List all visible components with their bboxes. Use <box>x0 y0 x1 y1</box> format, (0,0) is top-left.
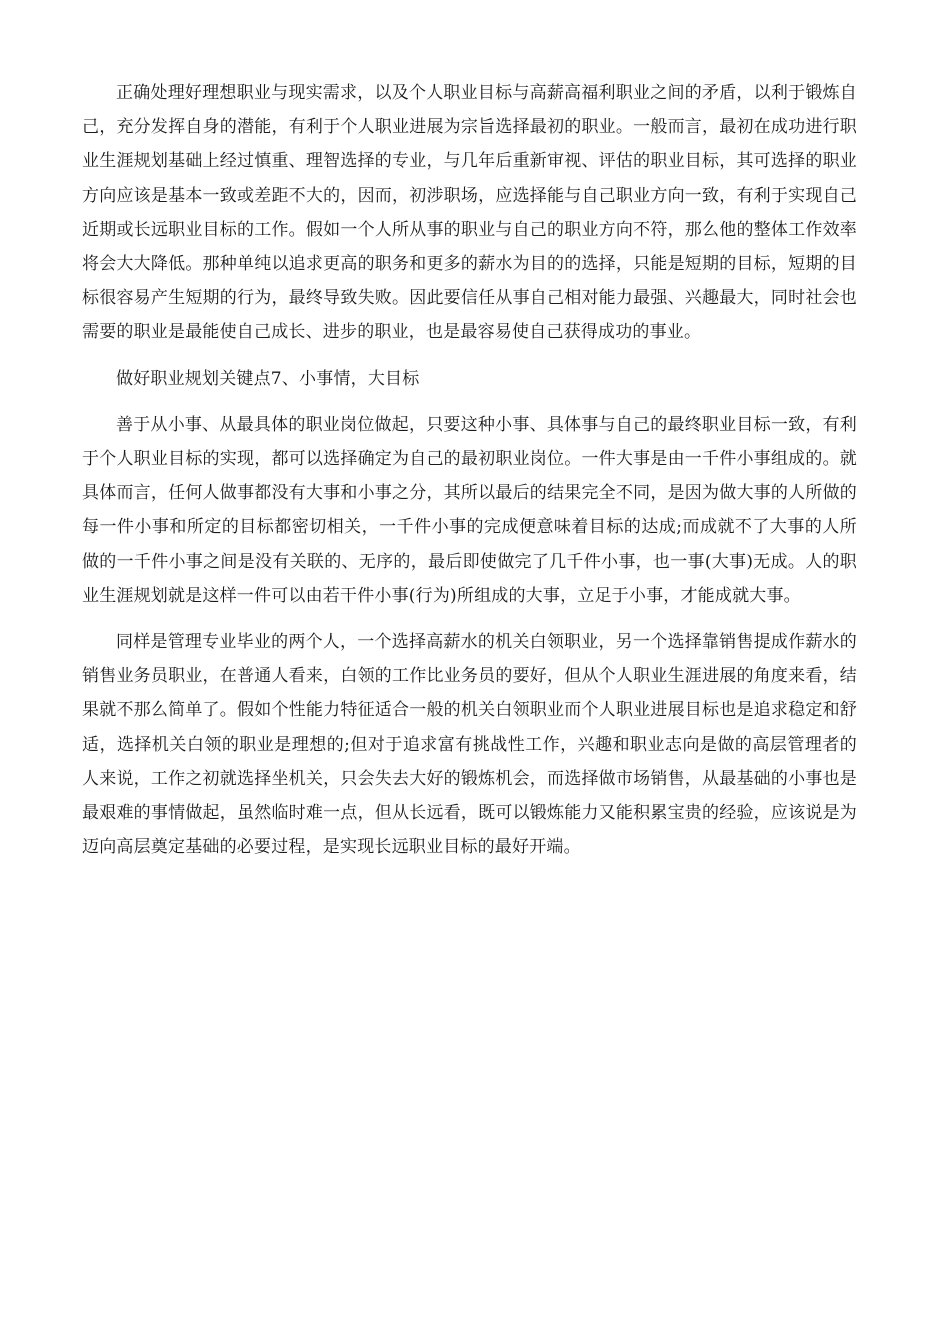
paragraph-3: 同样是管理专业毕业的两个人，一个选择高薪水的机关白领职业，另一个选择靠销售提成作薪水的销售业务员职业，在普通人看来，白领的工作比业务员的要好，但从个人职业生涯进展的角度来看，结果就不那么简单了。假如个性能力特征适合一般的机关白领职业而个人职业进展目标也是追求稳定和舒适，选择机关白领的职业是理想的;但对于追求富有挑战性工作，兴趣和职业志向是做的高层管理者的人来说，工作之初就选择坐机关，只会失去大好的锻炼机会，而选择做市场销售，从最基础的小事也是最艰难的事情做起，虽然临时难一点，但从长远看，既可以锻炼能力又能积累宝贵的经验，应该说是为迈向高层奠定基础的必要过程，是实现长远职业目标的最好开端。 <box>82 632 857 858</box>
paragraph-1: 正确处理好理想职业与现实需求，以及个人职业目标与高薪高福利职业之间的矛盾，以利于锻炼自己，充分发挥自身的潜能，有利于个人职业进展为宗旨选择最初的职业。一般而言，最初在成功进行职业生涯规划基础上经过慎重、理智选择的专业，与几年后重新审视、评估的职业目标，其可选择的职业方向应该是基本一致或差距不大的，因而，初涉职场，应选择能与自己职业方向一致，有利于实现自己近期或长远职业目标的工作。假如一个人所从事的职业与自己的职业方向不符，那么他的整体工作效率将会大大降低。那种单纯以追求更高的职务和更多的薪水为目的的选择，只能是短期的目标，短期的目标很容易产生短期的行为，最终导致失败。因此要信任从事自己相对能力最强、兴趣最大，同时社会也需要的职业是最能使自己成长、进步的职业，也是最容易使自己获得成功的事业。 <box>82 83 857 343</box>
paragraph-2: 善于从小事、从最具体的职业岗位做起，只要这种小事、具体事与自己的最终职业目标一致，有利于个人职业目标的实现，都可以选择确定为自己的最初职业岗位。一件大事是由一千件小事组成的。就具体而言，任何人做事都没有大事和小事之分，其所以最后的结果完全不同，是因为做大事的人所做的每一件小事和所定的目标都密切相关，一千件小事的完成便意味着目标的达成;而成就不了大事的人所做的一千件小事之间是没有关联的、无序的，最后即使做完了几千件小事，也一事(大事)无成。人的职业生涯规划就是这样一件可以由若干件小事(行为)所组成的大事，立足于小事，才能成就大事。 <box>82 414 857 606</box>
document-body <box>82 76 857 876</box>
section-heading: 做好职业规划关键点7、小事情，大目标 <box>116 368 420 389</box>
